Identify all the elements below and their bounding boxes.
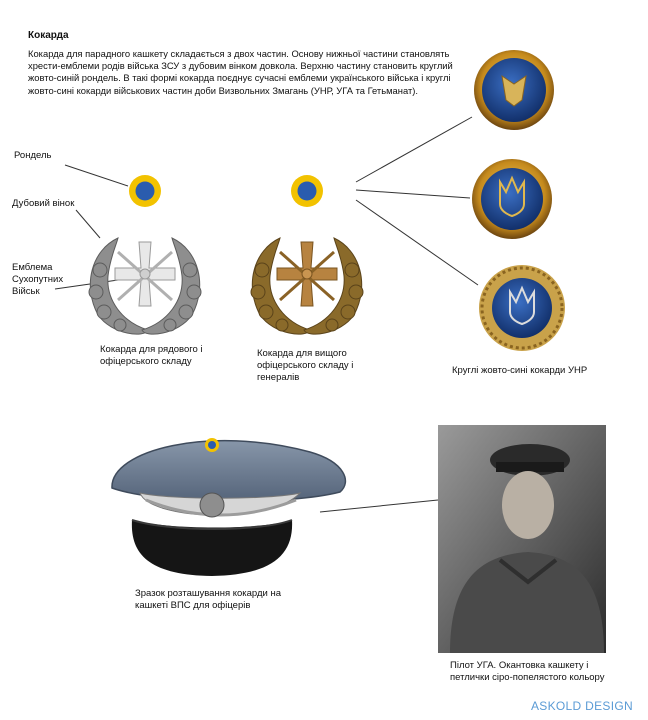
caption-cap-sample: Зразок розташування кокарди на кашкеті ВПС для офіцерів <box>135 588 282 611</box>
label-ground-forces-emblem: Емблема Сухопутних Військ <box>12 262 64 297</box>
brand-signature: ASKOLD DESIGN <box>531 699 633 713</box>
label-oak-wreath: Дубовий вінок <box>12 198 75 209</box>
pointer-unr-3 <box>356 200 478 285</box>
pointer-wreath <box>76 210 100 238</box>
cockade-senior-officers <box>251 238 363 334</box>
label-rondel: Рондель <box>14 150 52 161</box>
unr-cockade-3 <box>479 265 565 351</box>
page-title: Кокарда <box>28 30 69 41</box>
air-force-cap <box>112 438 345 576</box>
pointer-rondel <box>65 165 128 186</box>
cockade-rank-and-file <box>89 238 201 334</box>
pointer-unr-2 <box>356 190 470 198</box>
rondel-grey-cockade <box>129 175 161 207</box>
caption-senior-officers: Кокарда для вищого офіцерського складу і генералів <box>257 348 354 383</box>
intro-paragraph: Кокарда для парадного кашкету складається з двох частин. Основу нижньої частини становлять хрести-емблеми родів війська ЗСУ з дубовим вінком довкола. Верхню частину становить круглий жовто-синій рондель. В такі формі кокарда поєднує сучасні емблеми українського війська і круглі жовто-сині кокарди військових частин доби Визвольних Змагань (УНР, УГА та Гетьманат). <box>28 48 453 96</box>
unr-cockade-2 <box>472 159 552 239</box>
bronze-cross <box>277 242 337 306</box>
caption-pilot-photo: Пілот УГА. Окантовка кашкету і петлички сіро-попелястого кольору <box>450 660 605 683</box>
caption-unr-cockades: Круглі жовто-сині кокарди УНР <box>452 365 588 376</box>
unr-cockade-1 <box>474 50 554 130</box>
caption-rank-and-file: Кокарда для рядового і офіцерського складу <box>100 344 203 367</box>
pilot-photo <box>438 425 606 653</box>
ground-forces-cross <box>115 242 175 306</box>
pointer-cap-photo <box>320 500 438 512</box>
pointer-unr-1 <box>356 117 472 182</box>
rondel-bronze-cockade <box>291 175 323 207</box>
